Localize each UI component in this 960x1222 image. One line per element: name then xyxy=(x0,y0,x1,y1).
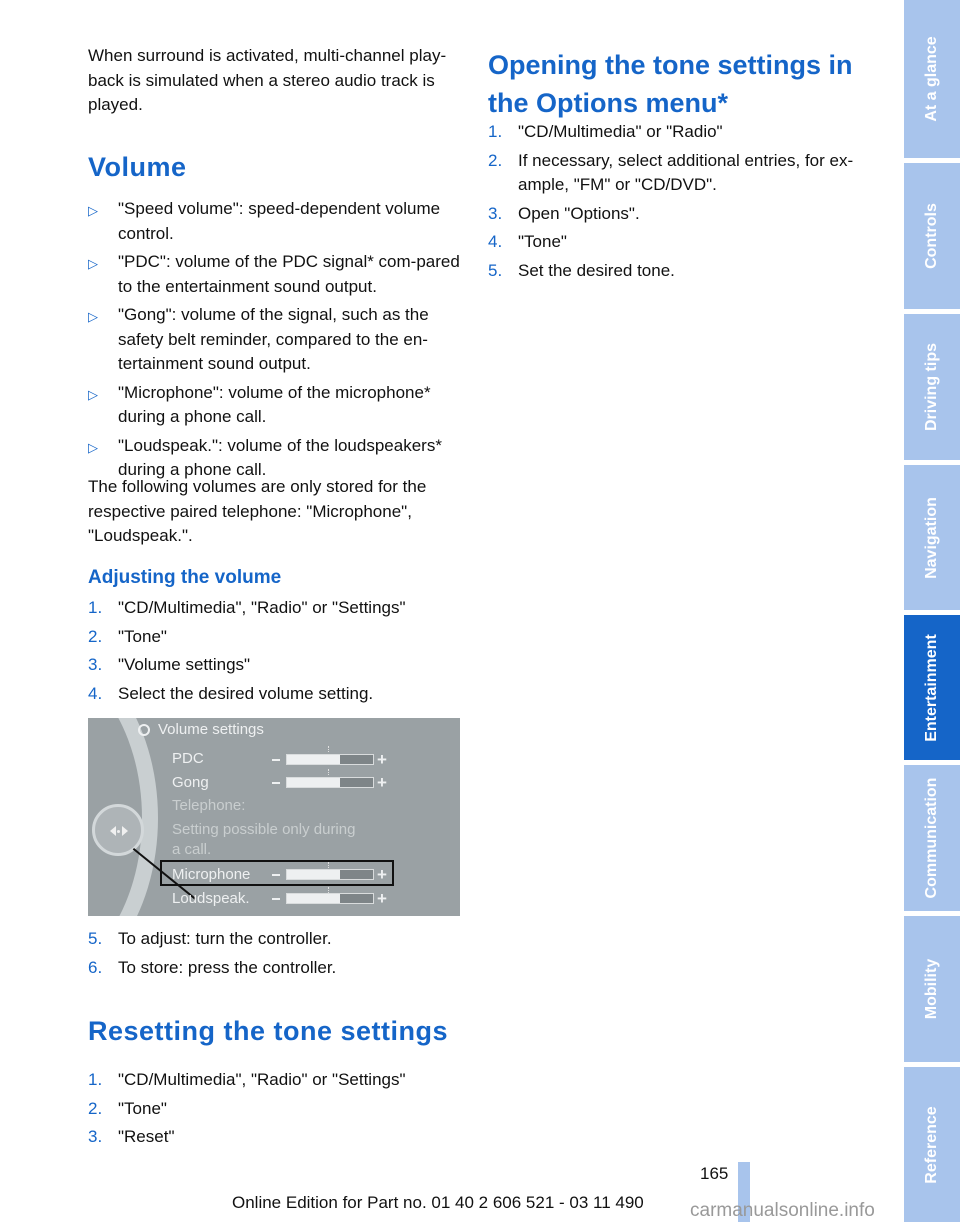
reset-heading: Resetting the tone settings xyxy=(88,1016,449,1046)
step-text: Open "Options". xyxy=(518,203,640,223)
loudspeak-plus-icon: + xyxy=(377,889,387,908)
tab-label: Mobility xyxy=(923,958,940,1020)
tab-driving-tips[interactable] xyxy=(904,314,960,460)
step-number: 4. xyxy=(88,683,103,703)
loudspeak-slider xyxy=(286,893,374,904)
footer-text: Online Edition for Part no. 01 40 2 606 521 - 03 11 490 xyxy=(232,1193,644,1212)
list-item-text: "Loudspeak.": volume of the loudspeakers* during a phone call. xyxy=(118,435,442,479)
tab-controls[interactable] xyxy=(904,163,960,309)
list-item xyxy=(88,250,462,299)
tab-navigation[interactable] xyxy=(904,465,960,610)
loudspeak-label: Loudspeak. xyxy=(172,890,250,907)
step-text: "CD/Multimedia" or "Radio" xyxy=(518,122,723,141)
triangle-bullet-icon: ▷ xyxy=(88,256,98,271)
microphone-minus-icon xyxy=(272,874,280,876)
microphone-slider xyxy=(286,869,374,880)
list-item xyxy=(88,625,462,650)
volume-heading: Volume xyxy=(88,152,187,182)
list-item xyxy=(488,230,862,255)
options-steps-list xyxy=(488,120,862,287)
list-item xyxy=(488,149,862,198)
volume-settings-screenshot xyxy=(88,718,460,916)
adjust-steps-list xyxy=(88,596,462,710)
list-item xyxy=(88,956,462,981)
step-text: "CD/Multimedia", "Radio" or "Settings" xyxy=(118,1070,406,1089)
step-number: 2. xyxy=(88,1098,103,1118)
volume-options-list xyxy=(88,197,462,487)
list-item xyxy=(88,303,462,377)
step-number: 3. xyxy=(488,203,503,223)
options-tone-heading xyxy=(488,46,853,122)
step-text: "Tone" xyxy=(118,626,167,646)
watermark: carmanualsonline.info xyxy=(690,1200,875,1221)
step-number: 5. xyxy=(88,929,103,948)
pdc-plus-icon: + xyxy=(377,750,387,769)
step-text: "Reset" xyxy=(118,1127,175,1146)
loudspeak-minus-icon xyxy=(272,898,280,900)
list-item-text: "Microphone": volume of the microphone* during a phone call. xyxy=(118,382,431,426)
triangle-bullet-icon: ▷ xyxy=(88,309,98,324)
triangle-bullet-icon: ▷ xyxy=(88,439,98,455)
step-text: To store: press the controller. xyxy=(118,957,337,977)
step-text: "Volume settings" xyxy=(118,655,251,674)
step-number: 5. xyxy=(488,260,503,280)
gong-slider xyxy=(286,777,374,788)
step-text: To adjust: turn the controller. xyxy=(118,929,332,948)
list-item xyxy=(488,120,862,145)
list-item xyxy=(88,381,462,430)
list-item xyxy=(88,1068,462,1093)
gong-plus-icon: + xyxy=(377,773,387,792)
tab-reference[interactable] xyxy=(904,1067,960,1222)
microphone-plus-icon: + xyxy=(377,865,387,884)
step-text: If necessary, select additional entries, for ex-ample, "FM" or "CD/DVD". xyxy=(518,150,854,194)
tab-communication[interactable] xyxy=(904,765,960,911)
step-number: 6. xyxy=(88,957,103,977)
step-text: "Tone" xyxy=(518,232,567,251)
intro-paragraph: When surround is activated, multi-channel play-back is simulated when a stereo audio track is played. xyxy=(88,46,447,114)
list-item-text: "Speed volume": speed-dependent volume control. xyxy=(118,199,441,243)
tab-label: Reference xyxy=(923,1105,940,1184)
list-item xyxy=(88,1125,462,1150)
list-item xyxy=(488,202,862,227)
heading-line: the Options menu* xyxy=(488,88,729,118)
tab-label: Controls xyxy=(923,203,940,269)
step-number: 1. xyxy=(88,598,103,617)
step-number: 1. xyxy=(488,122,503,141)
page-number: 165 xyxy=(700,1164,729,1183)
tab-at-a-glance[interactable] xyxy=(904,0,960,158)
gong-label: Gong xyxy=(172,774,209,791)
list-item-text: "Gong": volume of the signal, such as the safety belt reminder, compared to the en-tertainment sound output. xyxy=(118,305,429,373)
step-number: 1. xyxy=(88,1070,103,1089)
pdc-slider xyxy=(286,754,374,765)
call-note-line2: a call. xyxy=(172,841,212,858)
tab-entertainment[interactable] xyxy=(904,615,960,760)
list-item xyxy=(88,1097,462,1122)
list-item xyxy=(88,682,462,707)
tab-label: Driving tips xyxy=(923,342,940,432)
step-text: Set the desired tone. xyxy=(518,260,675,280)
microphone-label: Microphone xyxy=(172,866,251,883)
triangle-bullet-icon: ▷ xyxy=(88,386,98,402)
step-number: 4. xyxy=(488,232,503,251)
step-number: 3. xyxy=(88,1127,103,1146)
call-note-line1: Setting possible only during xyxy=(172,821,356,838)
tab-label: At a glance xyxy=(923,36,940,122)
reset-steps-list xyxy=(88,1068,462,1154)
stored-volumes-paragraph: The following volumes are only stored for the respective paired telephone: "Microphone", "Loudspeak.". xyxy=(88,477,427,545)
pdc-label: PDC xyxy=(172,750,204,767)
list-item xyxy=(88,197,462,246)
triangle-bullet-icon: ▷ xyxy=(88,203,98,218)
adjust-steps-list-continued xyxy=(88,927,462,984)
tab-label: Entertainment xyxy=(923,633,940,742)
telephone-label: Telephone: xyxy=(172,797,246,814)
chapter-tabs xyxy=(904,0,960,1222)
step-number: 3. xyxy=(88,655,103,674)
tab-label: Communication xyxy=(923,777,940,899)
adjust-volume-heading: Adjusting the volume xyxy=(88,567,282,588)
step-text: "Tone" xyxy=(118,1098,167,1118)
step-text: "CD/Multimedia", "Radio" or "Settings" xyxy=(118,598,406,617)
list-item xyxy=(488,259,862,284)
step-number: 2. xyxy=(88,626,103,646)
list-item xyxy=(88,596,462,621)
tab-label: Navigation xyxy=(923,496,940,579)
settings-gear-icon xyxy=(138,724,150,736)
pdc-minus-icon xyxy=(272,759,280,761)
controller-knob-icon xyxy=(92,804,144,856)
screen-title: Volume settings xyxy=(158,721,264,738)
list-item xyxy=(88,653,462,678)
list-item-text: "PDC": volume of the PDC signal* com-pared to the entertainment sound output. xyxy=(118,252,460,296)
step-text: Select the desired volume setting. xyxy=(118,683,374,703)
gong-minus-icon xyxy=(272,782,280,784)
tab-mobility[interactable] xyxy=(904,916,960,1062)
heading-line: Opening the tone settings in xyxy=(488,50,853,80)
list-item xyxy=(88,927,462,952)
step-number: 2. xyxy=(488,150,503,170)
